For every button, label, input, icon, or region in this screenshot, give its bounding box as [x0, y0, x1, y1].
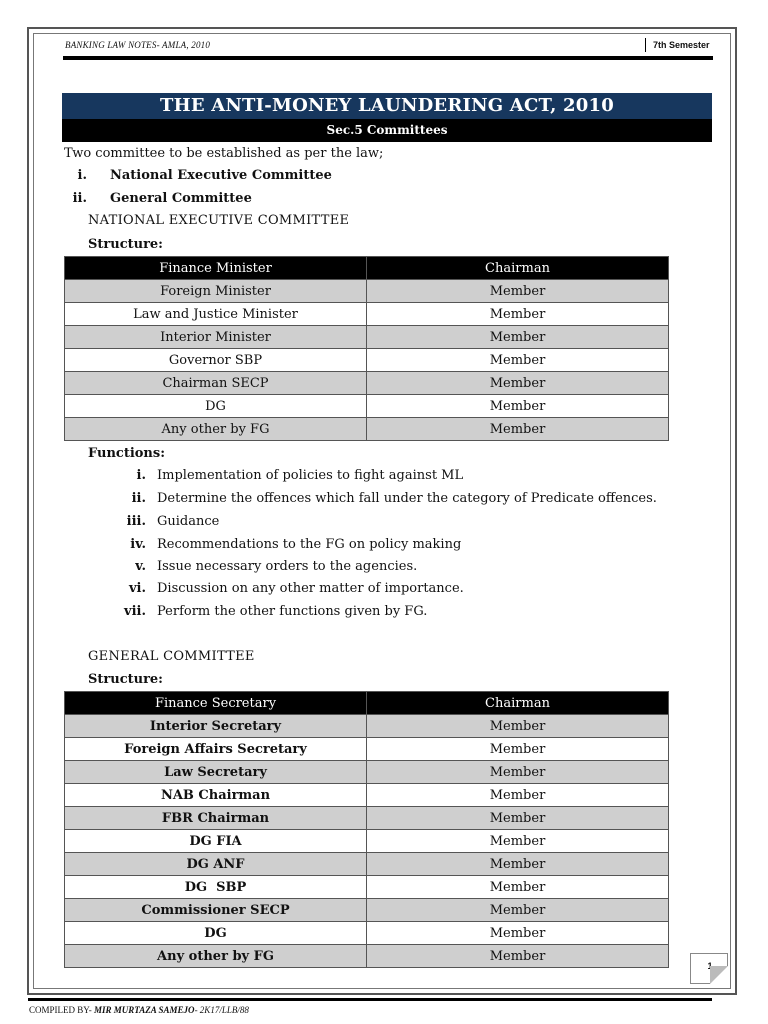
table-cell-role: NAB Chairman [65, 784, 367, 807]
table-cell-position: Member [367, 945, 669, 968]
table-cell-role: Commissioner SECP [65, 899, 367, 922]
committee-list-item: National Executive Committee [110, 168, 332, 183]
section-subtitle: Sec.5 Committees [62, 119, 712, 142]
table-cell-position: Chairman [367, 257, 669, 280]
nec-heading: NATIONAL EXECUTIVE COMMITTEE [88, 213, 350, 228]
table-cell-position: Member [367, 395, 669, 418]
table-cell-position: Member [367, 326, 669, 349]
table-cell-position: Member [367, 303, 669, 326]
table-cell-role: DG FIA [65, 830, 367, 853]
table-cell-position: Member [367, 761, 669, 784]
function-item: Implementation of policies to fight against ML [157, 468, 464, 483]
table-row [65, 876, 669, 899]
footer-author: MIR MURTAZA SAMEJO [94, 1005, 195, 1015]
table-cell-role: Law and Justice Minister [65, 303, 367, 326]
table-row [65, 761, 669, 784]
function-num: i. [136, 468, 146, 483]
table-cell-position: Member [367, 853, 669, 876]
gc-heading: GENERAL COMMITTEE [88, 649, 255, 664]
table-cell-role: Interior Secretary [65, 715, 367, 738]
table-cell-position: Member [367, 738, 669, 761]
table-cell-position: Chairman [367, 692, 669, 715]
table-row [65, 372, 669, 395]
function-num: iv. [130, 537, 146, 552]
table-cell-role: Foreign Minister [65, 280, 367, 303]
table-cell-position: Member [367, 349, 669, 372]
nec-functions-label: Functions: [88, 446, 166, 461]
table-row [65, 830, 669, 853]
footer-prefix: COMPILED BY- [29, 1005, 95, 1015]
footer-rule [28, 998, 712, 1001]
committee-list-num: ii. [72, 191, 87, 206]
table-cell-position: Member [367, 899, 669, 922]
running-header-right: 7th Semester [645, 38, 710, 52]
header-rule [63, 56, 713, 60]
table-cell-position: Member [367, 372, 669, 395]
table-cell-role: DG ANF [65, 853, 367, 876]
function-num: vi. [128, 581, 146, 596]
table-row [65, 922, 669, 945]
table-cell-role: Governor SBP [65, 349, 367, 372]
gc-structure-label: Structure: [88, 672, 163, 687]
function-num: v. [135, 559, 146, 574]
table-cell-position: Member [367, 418, 669, 441]
table-cell-position: Member [367, 715, 669, 738]
table-row [65, 945, 669, 968]
page-number: 1 [707, 961, 713, 971]
table-row [65, 807, 669, 830]
function-num: ii. [131, 491, 146, 506]
nec-structure-table [64, 256, 669, 441]
function-item: Determine the offences which fall under the category of Predicate offences. [157, 491, 657, 506]
function-item: Discussion on any other matter of importance. [157, 581, 464, 596]
table-row [65, 280, 669, 303]
document-title: THE ANTI-MONEY LAUNDERING ACT, 2010 [62, 93, 712, 119]
function-item: Perform the other functions given by FG. [157, 604, 428, 619]
table-cell-position: Member [367, 876, 669, 899]
function-item: Issue necessary orders to the agencies. [157, 559, 418, 574]
table-cell-position: Member [367, 922, 669, 945]
intro-text: Two committee to be established as per the law; [64, 146, 384, 161]
table-cell-role: FBR Chairman [65, 807, 367, 830]
table-cell-role: Finance Secretary [65, 692, 367, 715]
table-row [65, 257, 669, 280]
table-row [65, 899, 669, 922]
table-cell-position: Member [367, 784, 669, 807]
table-row [65, 853, 669, 876]
footer-code: - 2K17/LLB/88 [194, 1005, 249, 1015]
table-row [65, 303, 669, 326]
table-cell-role: Law Secretary [65, 761, 367, 784]
table-cell-role: DG SBP [65, 876, 367, 899]
table-row [65, 715, 669, 738]
table-cell-position: Member [367, 807, 669, 830]
table-row [65, 418, 669, 441]
function-num: iii. [126, 514, 146, 529]
nec-structure-label: Structure: [88, 237, 163, 252]
gc-structure-table [64, 691, 669, 968]
table-cell-role: DG [65, 922, 367, 945]
table-row [65, 395, 669, 418]
table-cell-position: Member [367, 280, 669, 303]
table-cell-role: Chairman SECP [65, 372, 367, 395]
table-row [65, 738, 669, 761]
page-number-box [690, 953, 728, 984]
table-cell-position: Member [367, 830, 669, 853]
table-row [65, 784, 669, 807]
committee-list-num: i. [77, 168, 87, 183]
table-cell-role: DG [65, 395, 367, 418]
table-row [65, 326, 669, 349]
table-cell-role: Any other by FG [65, 418, 367, 441]
table-cell-role: Interior Minister [65, 326, 367, 349]
footer-credit [29, 1005, 249, 1015]
running-header-left: BANKING LAW NOTES- AMLA, 2010 [65, 40, 211, 50]
function-item: Guidance [157, 514, 220, 529]
function-item: Recommendations to the FG on policy making [157, 537, 462, 552]
table-cell-role: Any other by FG [65, 945, 367, 968]
committee-list-item: General Committee [110, 191, 252, 206]
table-cell-role: Finance Minister [65, 257, 367, 280]
function-num: vii. [124, 604, 146, 619]
table-cell-role: Foreign Affairs Secretary [65, 738, 367, 761]
table-row [65, 692, 669, 715]
page-curl-icon [710, 966, 728, 984]
table-row [65, 349, 669, 372]
